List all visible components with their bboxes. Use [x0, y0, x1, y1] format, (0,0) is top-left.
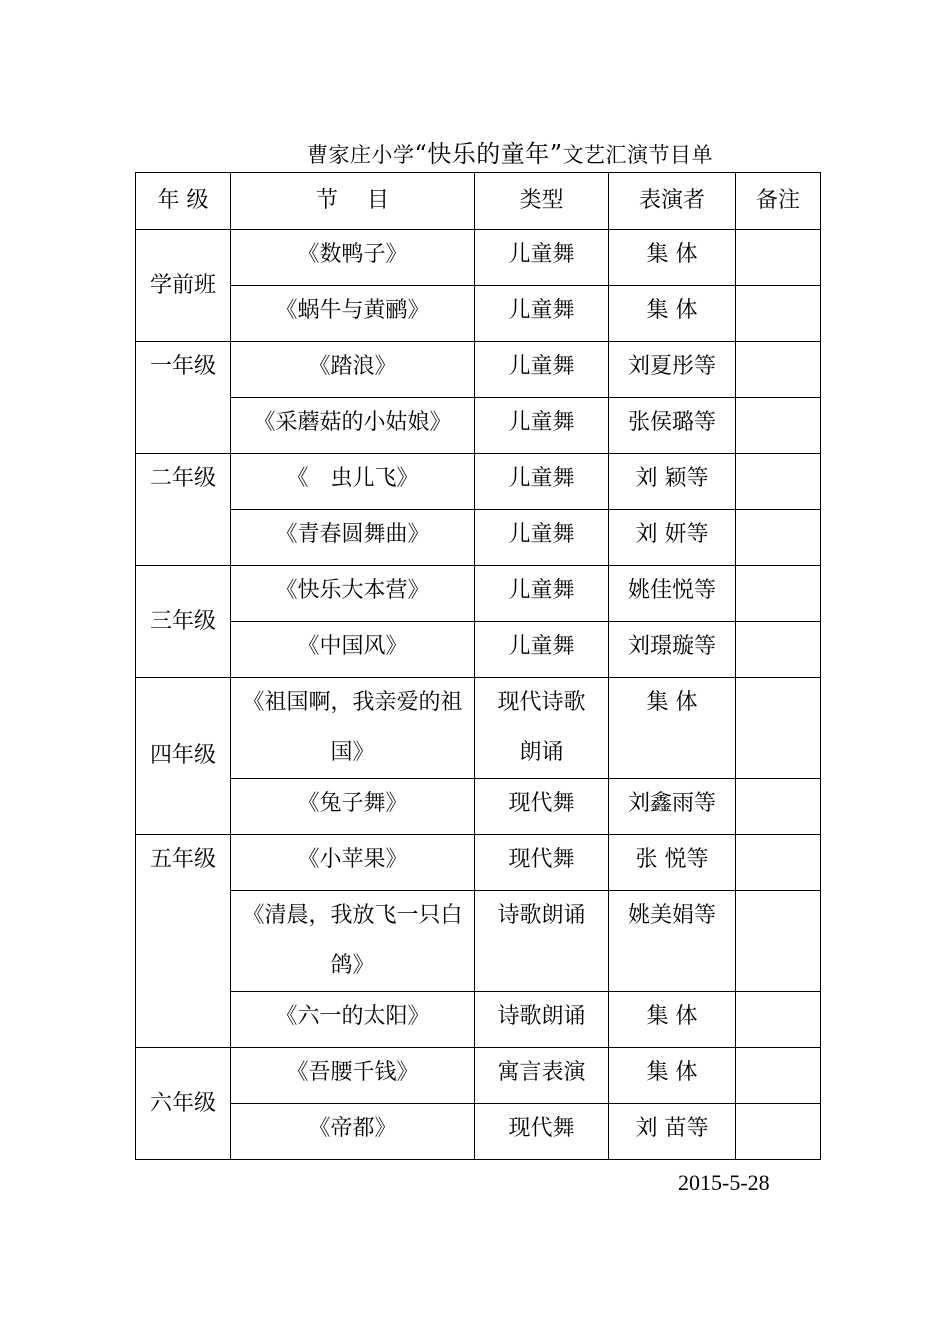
performer-cell: 姚佳悦等 — [609, 566, 736, 622]
note-cell — [736, 1104, 821, 1160]
grade-cell: 三年级 — [136, 566, 231, 678]
table-row — [136, 1104, 821, 1160]
note-cell — [736, 342, 821, 398]
note-cell — [736, 1048, 821, 1104]
table-row — [136, 510, 821, 566]
note-cell — [736, 510, 821, 566]
table-row — [136, 398, 821, 454]
table-row — [136, 779, 821, 835]
note-cell — [736, 678, 821, 779]
program-cell: 《中国风》 — [231, 622, 475, 678]
type-cell: 儿童舞 — [475, 398, 609, 454]
program-cell: 《小苹果》 — [231, 835, 475, 891]
performer-cell: 刘 颖等 — [609, 454, 736, 510]
table-row — [136, 992, 821, 1048]
note-cell — [736, 779, 821, 835]
performer-cell: 集 体 — [609, 230, 736, 286]
performer-cell: 刘夏彤等 — [609, 342, 736, 398]
performer-cell: 张 悦等 — [609, 835, 736, 891]
type-cell: 现代诗歌朗诵 — [475, 678, 609, 779]
note-cell — [736, 891, 821, 992]
grade-cell: 六年级 — [136, 1048, 231, 1160]
header-type: 类型 — [475, 173, 609, 230]
date-text: 2015-5-28 — [678, 1170, 770, 1195]
performer-cell: 集 体 — [609, 1048, 736, 1104]
grade-cell: 五年级 — [136, 835, 231, 1048]
type-cell: 儿童舞 — [475, 454, 609, 510]
performer-cell: 张侯璐等 — [609, 398, 736, 454]
program-cell: 《兔子舞》 — [231, 779, 475, 835]
program-cell: 《采蘑菇的小姑娘》 — [231, 398, 475, 454]
type-cell: 寓言表演 — [475, 1048, 609, 1104]
note-cell — [736, 398, 821, 454]
program-cell: 《 虫儿飞》 — [231, 454, 475, 510]
program-cell: 《快乐大本营》 — [231, 566, 475, 622]
program-cell: 《帝都》 — [231, 1104, 475, 1160]
title-suffix: 文艺汇演节目单 — [562, 143, 714, 167]
table-row — [136, 1048, 821, 1104]
grade-cell: 二年级 — [136, 454, 231, 566]
table-row — [136, 891, 821, 992]
program-cell: 《吾腰千钱》 — [231, 1048, 475, 1104]
performer-cell: 姚美娟等 — [609, 891, 736, 992]
table-row — [136, 342, 821, 398]
program-cell: 《数鸭子》 — [231, 230, 475, 286]
type-cell: 儿童舞 — [475, 342, 609, 398]
performer-cell: 刘 妍等 — [609, 510, 736, 566]
table-row — [136, 566, 821, 622]
note-cell — [736, 622, 821, 678]
title-prefix: 曹家庄小学 — [306, 143, 415, 167]
table-row — [136, 454, 821, 510]
type-cell: 儿童舞 — [475, 510, 609, 566]
table-row — [136, 230, 821, 286]
note-cell — [736, 454, 821, 510]
type-cell: 诗歌朗诵 — [475, 992, 609, 1048]
header-note: 备注 — [736, 173, 821, 230]
program-table — [135, 172, 821, 1160]
note-cell — [736, 566, 821, 622]
type-cell: 儿童舞 — [475, 566, 609, 622]
type-cell: 现代舞 — [475, 1104, 609, 1160]
program-cell: 《六一的太阳》 — [231, 992, 475, 1048]
program-cell: 《蜗牛与黄鹂》 — [231, 286, 475, 342]
table-row — [136, 835, 821, 891]
type-cell: 儿童舞 — [475, 622, 609, 678]
header-grade: 年 级 — [136, 173, 231, 230]
program-cell: 《青春圆舞曲》 — [231, 510, 475, 566]
performer-cell: 刘鑫雨等 — [609, 779, 736, 835]
note-cell — [736, 230, 821, 286]
page-title — [0, 134, 950, 169]
note-cell — [736, 286, 821, 342]
type-cell: 现代舞 — [475, 779, 609, 835]
type-cell: 现代舞 — [475, 835, 609, 891]
table-row — [136, 678, 821, 779]
note-cell — [736, 835, 821, 891]
type-cell: 诗歌朗诵 — [475, 891, 609, 992]
note-cell — [736, 992, 821, 1048]
grade-cell: 四年级 — [136, 678, 231, 835]
grade-cell: 一年级 — [136, 342, 231, 454]
performer-cell: 刘 苗等 — [609, 1104, 736, 1160]
header-row — [136, 173, 821, 230]
header-performer: 表演者 — [609, 173, 736, 230]
program-cell: 《祖国啊，我亲爱的祖国》 — [231, 678, 475, 779]
type-cell: 儿童舞 — [475, 286, 609, 342]
performer-cell: 集 体 — [609, 992, 736, 1048]
header-program: 节 目 — [231, 173, 475, 230]
performer-cell: 刘璟璇等 — [609, 622, 736, 678]
grade-cell: 学前班 — [136, 230, 231, 342]
performer-cell: 集 体 — [609, 678, 736, 779]
table-row — [136, 622, 821, 678]
title-quoted: “快乐的童年” — [414, 140, 563, 168]
table-row — [136, 286, 821, 342]
performer-cell: 集 体 — [609, 286, 736, 342]
program-cell: 《清晨，我放飞一只白鸽》 — [231, 891, 475, 992]
type-cell: 儿童舞 — [475, 230, 609, 286]
program-cell: 《踏浪》 — [231, 342, 475, 398]
